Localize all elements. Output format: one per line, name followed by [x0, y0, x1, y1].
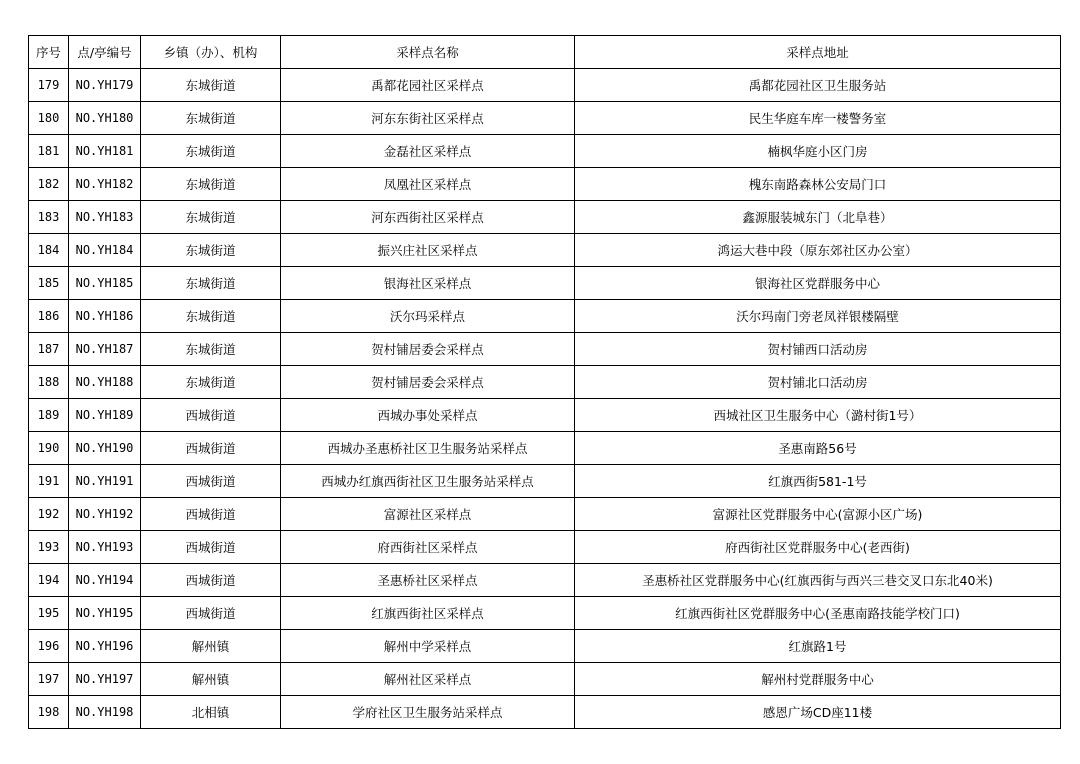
site-address: 沃尔玛南门旁老凤祥银楼隔壁	[575, 300, 1061, 333]
site-address: 解州村党群服务中心	[575, 663, 1061, 696]
township: 北相镇	[141, 696, 281, 729]
row-index: 196	[29, 630, 69, 663]
site-address: 圣惠南路56号	[575, 432, 1061, 465]
table-row	[29, 498, 1061, 531]
township: 东城街道	[141, 300, 281, 333]
table-row	[29, 300, 1061, 333]
table-row	[29, 201, 1061, 234]
point-code: NO.YH186	[69, 300, 141, 333]
row-index: 187	[29, 333, 69, 366]
table-row	[29, 267, 1061, 300]
table-row	[29, 168, 1061, 201]
table-row	[29, 234, 1061, 267]
site-name: 红旗西街社区采样点	[281, 597, 575, 630]
site-address: 红旗西街社区党群服务中心(圣惠南路技能学校门口)	[575, 597, 1061, 630]
sampling-sites-table	[28, 35, 1061, 729]
site-name: 贺村铺居委会采样点	[281, 333, 575, 366]
point-code: NO.YH183	[69, 201, 141, 234]
township: 东城街道	[141, 201, 281, 234]
point-code: NO.YH182	[69, 168, 141, 201]
site-address: 红旗路1号	[575, 630, 1061, 663]
point-code: NO.YH187	[69, 333, 141, 366]
site-name: 富源社区采样点	[281, 498, 575, 531]
row-index: 197	[29, 663, 69, 696]
header-index: 序号	[29, 36, 69, 69]
site-name: 贺村铺居委会采样点	[281, 366, 575, 399]
site-name: 西城办红旗西街社区卫生服务站采样点	[281, 465, 575, 498]
site-address: 感恩广场CD座11楼	[575, 696, 1061, 729]
point-code: NO.YH196	[69, 630, 141, 663]
header-site-address: 采样点地址	[575, 36, 1061, 69]
table-row	[29, 597, 1061, 630]
table-row	[29, 564, 1061, 597]
township: 东城街道	[141, 267, 281, 300]
township: 东城街道	[141, 234, 281, 267]
row-index: 191	[29, 465, 69, 498]
site-address: 西城社区卫生服务中心（潞村街1号）	[575, 399, 1061, 432]
point-code: NO.YH181	[69, 135, 141, 168]
site-address: 楠枫华庭小区门房	[575, 135, 1061, 168]
row-index: 194	[29, 564, 69, 597]
row-index: 192	[29, 498, 69, 531]
site-address: 府西街社区党群服务中心(老西街)	[575, 531, 1061, 564]
site-name: 振兴庄社区采样点	[281, 234, 575, 267]
point-code: NO.YH198	[69, 696, 141, 729]
header-site-name: 采样点名称	[281, 36, 575, 69]
site-name: 圣惠桥社区采样点	[281, 564, 575, 597]
row-index: 198	[29, 696, 69, 729]
site-name: 凤凰社区采样点	[281, 168, 575, 201]
row-index: 183	[29, 201, 69, 234]
table-row	[29, 135, 1061, 168]
site-name: 河东西街社区采样点	[281, 201, 575, 234]
point-code: NO.YH192	[69, 498, 141, 531]
header-township: 乡镇（办）、机构	[141, 36, 281, 69]
site-address: 银海社区党群服务中心	[575, 267, 1061, 300]
site-name: 解州社区采样点	[281, 663, 575, 696]
point-code: NO.YH179	[69, 69, 141, 102]
township: 东城街道	[141, 69, 281, 102]
township: 西城街道	[141, 498, 281, 531]
site-address: 民生华庭车库一楼警务室	[575, 102, 1061, 135]
table-row	[29, 399, 1061, 432]
site-address: 贺村铺北口活动房	[575, 366, 1061, 399]
point-code: NO.YH191	[69, 465, 141, 498]
township: 西城街道	[141, 564, 281, 597]
row-index: 180	[29, 102, 69, 135]
row-index: 186	[29, 300, 69, 333]
table-row	[29, 366, 1061, 399]
point-code: NO.YH185	[69, 267, 141, 300]
row-index: 181	[29, 135, 69, 168]
header-point-code: 点/亭编号	[69, 36, 141, 69]
row-index: 189	[29, 399, 69, 432]
site-name: 禹都花园社区采样点	[281, 69, 575, 102]
site-name: 西城办圣惠桥社区卫生服务站采样点	[281, 432, 575, 465]
township: 解州镇	[141, 630, 281, 663]
point-code: NO.YH189	[69, 399, 141, 432]
row-index: 184	[29, 234, 69, 267]
table-row	[29, 630, 1061, 663]
township: 西城街道	[141, 432, 281, 465]
point-code: NO.YH194	[69, 564, 141, 597]
township: 东城街道	[141, 333, 281, 366]
site-name: 金磊社区采样点	[281, 135, 575, 168]
point-code: NO.YH195	[69, 597, 141, 630]
row-index: 195	[29, 597, 69, 630]
table-row	[29, 69, 1061, 102]
table-row	[29, 531, 1061, 564]
table-row	[29, 465, 1061, 498]
site-address: 鸿运大巷中段（原东郊社区办公室）	[575, 234, 1061, 267]
township: 解州镇	[141, 663, 281, 696]
township: 东城街道	[141, 168, 281, 201]
row-index: 185	[29, 267, 69, 300]
township: 西城街道	[141, 597, 281, 630]
table-header-row	[29, 36, 1061, 69]
site-name: 沃尔玛采样点	[281, 300, 575, 333]
point-code: NO.YH184	[69, 234, 141, 267]
row-index: 188	[29, 366, 69, 399]
row-index: 182	[29, 168, 69, 201]
point-code: NO.YH197	[69, 663, 141, 696]
township: 东城街道	[141, 366, 281, 399]
point-code: NO.YH180	[69, 102, 141, 135]
point-code: NO.YH188	[69, 366, 141, 399]
site-address: 富源社区党群服务中心(富源小区广场)	[575, 498, 1061, 531]
site-name: 西城办事处采样点	[281, 399, 575, 432]
site-name: 府西街社区采样点	[281, 531, 575, 564]
site-address: 贺村铺西口活动房	[575, 333, 1061, 366]
table-row	[29, 663, 1061, 696]
table-row	[29, 696, 1061, 729]
table-row	[29, 333, 1061, 366]
site-name: 学府社区卫生服务站采样点	[281, 696, 575, 729]
township: 西城街道	[141, 399, 281, 432]
point-code: NO.YH193	[69, 531, 141, 564]
site-address: 红旗西街581-1号	[575, 465, 1061, 498]
site-name: 银海社区采样点	[281, 267, 575, 300]
table-row	[29, 432, 1061, 465]
row-index: 179	[29, 69, 69, 102]
site-address: 禹都花园社区卫生服务站	[575, 69, 1061, 102]
township: 东城街道	[141, 135, 281, 168]
point-code: NO.YH190	[69, 432, 141, 465]
site-address: 鑫源服装城东门（北阜巷）	[575, 201, 1061, 234]
row-index: 190	[29, 432, 69, 465]
table-body	[29, 69, 1061, 729]
township: 西城街道	[141, 531, 281, 564]
site-address: 圣惠桥社区党群服务中心(红旗西街与西兴三巷交叉口东北40米)	[575, 564, 1061, 597]
site-address: 槐东南路森林公安局门口	[575, 168, 1061, 201]
table-row	[29, 102, 1061, 135]
township: 东城街道	[141, 102, 281, 135]
row-index: 193	[29, 531, 69, 564]
township: 西城街道	[141, 465, 281, 498]
site-name: 河东东街社区采样点	[281, 102, 575, 135]
site-name: 解州中学采样点	[281, 630, 575, 663]
